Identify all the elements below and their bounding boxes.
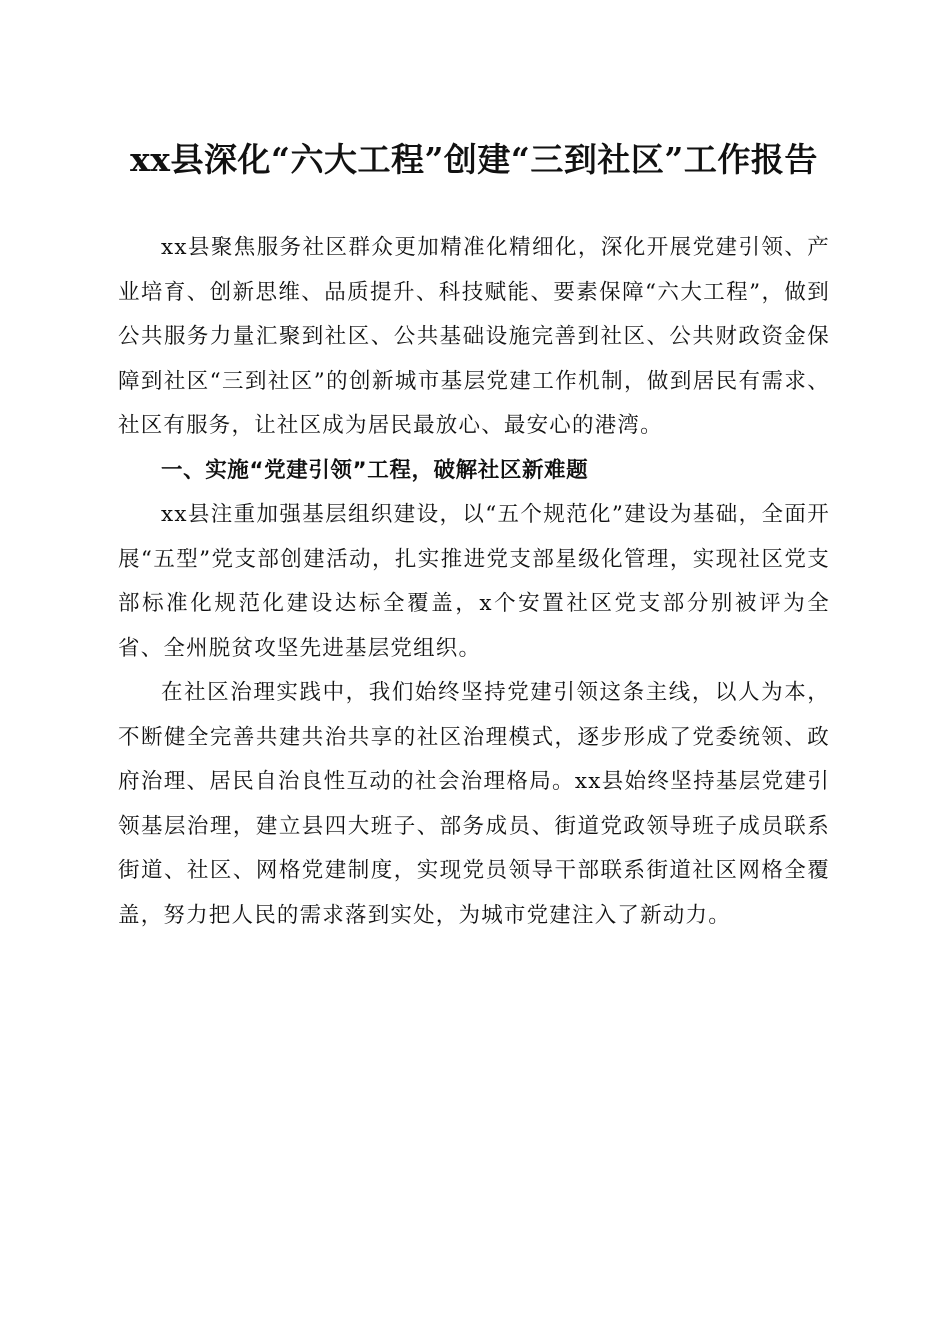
document-title: xx县深化“六大工程”创建“三到社区”工作报告 — [130, 140, 818, 179]
document-page — [118, 138, 830, 938]
intro-paragraph: xx县聚焦服务社区群众更加精准化精细化，深化开展党建引领、产业培育、创新思维、品质提升、科技赋能、要素保障“六大工程”，做到公共服务力量汇聚到社区、公共基础设施完善到社区、公共财政资金保障到社区“三到社区”的创新城市基层党建工作机制，做到居民有需求、社区有服务，让社区成为居民最放心、最安心的港湾。 — [118, 235, 830, 438]
body-paragraph-organization: xx县注重加强基层组织建设，以“五个规范化”建设为基础，全面开展“五型”党支部创建活动，扎实推进党支部星级化管理，实现社区党支部标准化规范化建设达标全覆盖，x个安置社区党支部分别被评为全省、全州脱贫攻坚先进基层党组织。 — [118, 502, 830, 661]
body-paragraph-governance: 在社区治理实践中，我们始终坚持党建引领这条主线，以人为本，不断健全完善共建共治共享的社区治理模式，逐步形成了党委统领、政府治理、居民自治良性互动的社会治理格局。xx县始终坚持基层党建引领基层治理，建立县四大班子、部务成员、街道党政领导班子成员联系街道、社区、网格党建制度，实现党员领导干部联系街道社区网格全覆盖，努力把人民的需求落到实处，为城市党建注入了新动力。 — [118, 680, 830, 928]
section-heading: 一、实施“党建引领”工程，破解社区新难题 — [161, 457, 589, 483]
